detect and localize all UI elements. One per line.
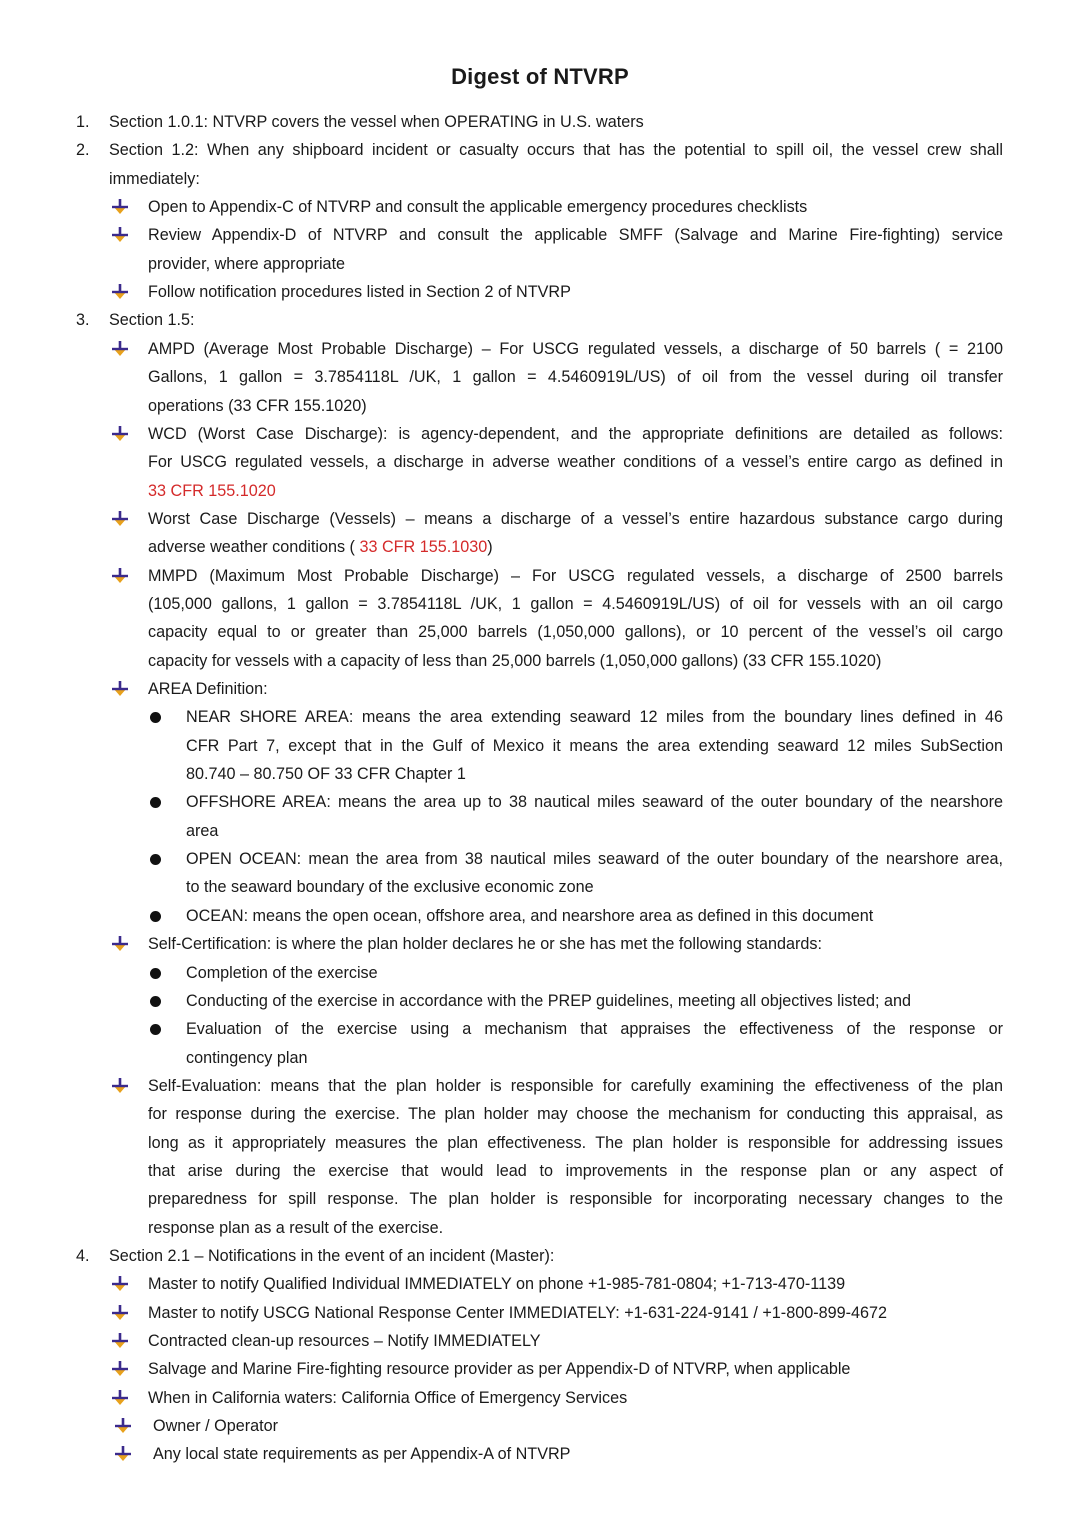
down-arrow-icon — [111, 510, 129, 528]
text-line: Any local state requirements as per Appendix-A of NTVRP — [153, 1445, 571, 1464]
text-line: (105,000 gallons, 1 gallon = 3.7854118L /UK, 1 gallon = 4.5460919L/US) of oil for vessels with an oil cargo — [148, 594, 1003, 613]
down-arrow-icon — [111, 283, 129, 301]
text-line: Section 2.1 – Notifications in the event of an incident (Master): — [109, 1247, 555, 1265]
text-line: operations (33 CFR 155.1020) — [148, 396, 367, 415]
down-arrow-icon — [111, 1275, 129, 1293]
text-line: immediately: — [109, 169, 200, 188]
text-line: Evaluation of the exercise using a mechanism that appraises the effectiveness of the response or — [186, 1020, 1003, 1039]
text-line: Owner / Operator — [153, 1417, 279, 1436]
down-arrow-icon — [111, 425, 129, 443]
down-arrow-icon — [111, 198, 129, 216]
filled-circle-icon — [150, 1024, 161, 1035]
down-arrow-icon — [114, 1445, 132, 1463]
filled-circle-icon — [150, 712, 161, 723]
cfr-reference: 33 CFR 155.1020 — [148, 481, 276, 500]
text-line: capacity equal to or greater than 25,000 barrels (1,050,000 gallons), or 10 percent of the vessel’s oil cargo — [148, 623, 1003, 642]
text-line: OCEAN: means the open ocean, offshore area, and nearshore area as defined in this document — [186, 906, 874, 925]
text-line: OFFSHORE AREA: means the area up to 38 nautical miles seaward of the outer boundary of the nearshore — [186, 793, 1003, 812]
text-line: Gallons, 1 gallon = 3.7854118L /UK, 1 gallon = 4.5460919L/US) of oil from the vessel during oil transfer — [148, 368, 1003, 387]
text-line: AREA Definition: — [148, 680, 268, 698]
text-span: ) — [487, 538, 493, 557]
text-line: Worst Case Discharge (Vessels) – means a discharge of a vessel’s entire hazardous substance cargo during — [148, 509, 1003, 528]
text-line: MMPD (Maximum Most Probable Discharge) – For USCG regulated vessels, a discharge of 2500 barrels — [148, 566, 1003, 585]
text-line: Section 1.2: When any shipboard incident or casualty occurs that has the potential to spill oil, the vessel crew shall — [109, 141, 1003, 160]
down-arrow-icon — [114, 1417, 132, 1435]
text-line: capacity for vessels with a capacity of less than 25,000 barrels (1,050,000 gallons) (33 CFR 155.1020) — [148, 651, 882, 670]
filled-circle-icon — [150, 854, 161, 865]
text-line: Master to notify Qualified Individual IMMEDIATELY on phone +1-985-781-0804; +1-713-470-1139 — [148, 1275, 846, 1294]
filled-circle-icon — [150, 968, 161, 979]
text-line: Open to Appendix-C of NTVRP and consult the applicable emergency procedures checklists — [148, 198, 808, 217]
text-line: OPEN OCEAN: mean the area from 38 nautical miles seaward of the outer boundary of the nearshore area, — [186, 850, 1003, 869]
down-arrow-icon — [111, 1332, 129, 1350]
down-arrow-icon — [111, 1389, 129, 1407]
text-line: Salvage and Marine Fire-fighting resource provider as per Appendix-D of NTVRP, when applicable — [148, 1360, 851, 1379]
text-line: Section 1.0.1: NTVRP covers the vessel when OPERATING in U.S. waters — [109, 113, 644, 131]
down-arrow-icon — [111, 567, 129, 585]
text-line: Conducting of the exercise in accordance with the PREP guidelines, meeting all objectives listed; and — [186, 991, 911, 1010]
down-arrow-icon — [111, 1304, 129, 1322]
text-line: response plan as a result of the exercise. — [148, 1218, 444, 1237]
filled-circle-icon — [150, 911, 161, 922]
down-arrow-icon — [111, 1360, 129, 1378]
text-line: that arise during the exercise that would lead to improvements in the response plan or any aspect of — [148, 1161, 1003, 1180]
text-line: Review Appendix-D of NTVRP and consult the applicable SMFF (Salvage and Marine Fire-fighting) service — [148, 226, 1003, 245]
down-arrow-icon — [111, 226, 129, 244]
text-line: WCD (Worst Case Discharge): is agency-dependent, and the appropriate definitions are detailed as follows: — [148, 424, 1003, 443]
list-number: 1. — [76, 113, 90, 131]
text-line: area — [186, 821, 219, 840]
text-line: preparedness for spill response. The plan holder is responsible for incorporating necessary changes to the — [148, 1190, 1003, 1209]
text-line: Follow notification procedures listed in Section 2 of NTVRP — [148, 283, 571, 302]
filled-circle-icon — [150, 797, 161, 808]
text-line: provider, where appropriate — [148, 254, 346, 273]
down-arrow-icon — [111, 680, 129, 698]
text-line — [148, 533, 493, 561]
text-line: Contracted clean-up resources – Notify IMMEDIATELY — [148, 1332, 541, 1351]
text-line: NEAR SHORE AREA: means the area extending seaward 12 miles from the boundary lines defined in 46 — [186, 708, 1003, 727]
document-title: Digest of NTVRP — [451, 64, 629, 89]
text-line: long as it appropriately measures the plan effectiveness. The plan holder is responsible for addressing issues — [148, 1133, 1003, 1152]
text-line: Master to notify USCG National Response Center IMMEDIATELY: +1-631-224-9141 / +1-800-899-4672 — [148, 1303, 888, 1322]
text-line: contingency plan — [186, 1048, 308, 1067]
text-line: Self-Evaluation: means that the plan holder is responsible for carefully examining the effectiveness of the plan — [148, 1076, 1003, 1095]
text-line: When in California waters: California Office of Emergency Services — [148, 1388, 628, 1407]
list-number: 3. — [76, 311, 90, 330]
filled-circle-icon — [150, 996, 161, 1007]
text-span: adverse weather conditions ( — [148, 538, 360, 557]
text-line: 80.740 – 80.750 OF 33 CFR Chapter 1 — [186, 765, 466, 784]
cfr-reference: 33 CFR 155.1030 — [359, 538, 488, 557]
text-line: Section 1.5: — [109, 311, 195, 330]
down-arrow-icon — [111, 1077, 129, 1095]
text-line: to the seaward boundary of the exclusive economic zone — [186, 878, 594, 897]
text-line: Self-Certification: is where the plan holder declares he or she has met the following standards: — [148, 935, 822, 954]
text-line: CFR Part 7, except that in the Gulf of Mexico it means the area extending seaward 12 miles SubSection — [186, 736, 1003, 755]
text-line: for response during the exercise. The plan holder may choose the mechanism for conducting this appraisal, as — [148, 1105, 1003, 1124]
list-number: 4. — [76, 1247, 90, 1265]
text-line: AMPD (Average Most Probable Discharge) – For USCG regulated vessels, a discharge of 50 barrels ( = 2100 — [148, 339, 1003, 358]
list-number: 2. — [76, 141, 90, 160]
text-line: Completion of the exercise — [186, 963, 378, 982]
down-arrow-icon — [111, 935, 129, 953]
text-line: For USCG regulated vessels, a discharge in adverse weather conditions of a vessel’s entire cargo as defined in — [148, 453, 1003, 472]
down-arrow-icon — [111, 340, 129, 358]
